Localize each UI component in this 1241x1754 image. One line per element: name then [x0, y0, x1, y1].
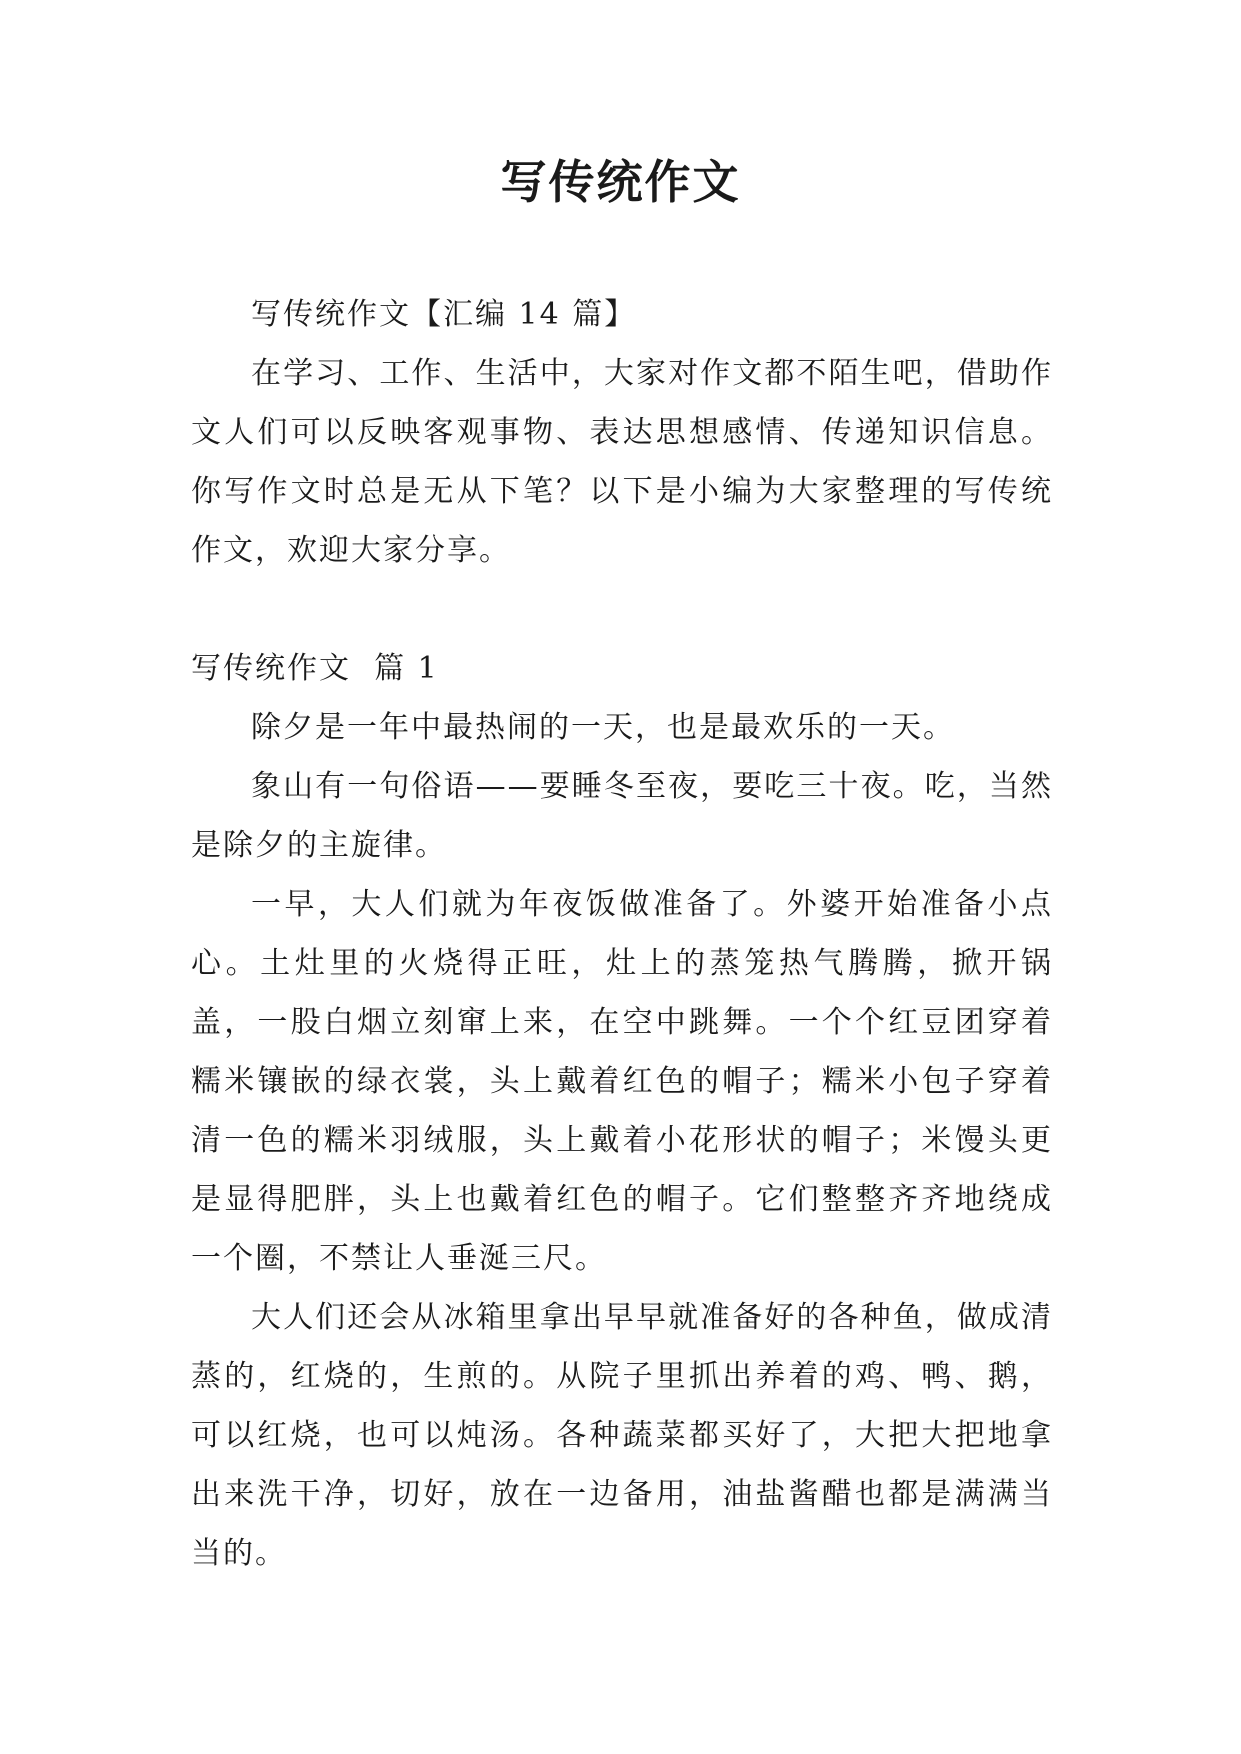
body-paragraph: 象山有一句俗语——要睡冬至夜，要吃三十夜。吃，当然是除夕的主旋律。: [191, 769, 1053, 863]
document-subtitle: 写传统作文【汇编 14 篇】: [251, 297, 637, 332]
body-paragraph: 一早，大人们就为年夜饭做准备了。外婆开始准备小点心。土灶里的火烧得正旺，灶上的蒸笼热气腾腾，掀开锅盖，一股白烟立刻窜上来，在空中跳舞。一个个红豆团穿着糯米镶嵌的绿衣裳，头上戴着红色的帽子；糯米小包子穿着清一色的糯米羽绒服，头上戴着小花形状的帽子；米馒头更是显得肥胖，头上也戴着红色的帽子。它们整整齐齐地绕成一个圈，不禁让人垂涎三尺。: [191, 887, 1053, 1276]
document-title: 写传统作文: [500, 155, 741, 209]
document-body: [191, 285, 1053, 1583]
body-paragraph: 除夕是一年中最热闹的一天，也是最欢乐的一天。: [251, 710, 955, 745]
section-heading: 写传统作文 篇 1: [191, 651, 439, 686]
body-paragraph: 大人们还会从冰箱里拿出早早就准备好的各种鱼，做成清蒸的，红烧的，生煎的。从院子里抓出养着的鸡、鸭、鹅，可以红烧，也可以炖汤。各种蔬菜都买好了，大把大把地拿出来洗干净，切好，放在一边备用，油盐酱醋也都是满满当当的。: [191, 1300, 1053, 1571]
intro-paragraph: 在学习、工作、生活中，大家对作文都不陌生吧，借助作文人们可以反映客观事物、表达思想感情、传递知识信息。你写作文时总是无从下笔？以下是小编为大家整理的写传统作文，欢迎大家分享。: [191, 356, 1053, 568]
